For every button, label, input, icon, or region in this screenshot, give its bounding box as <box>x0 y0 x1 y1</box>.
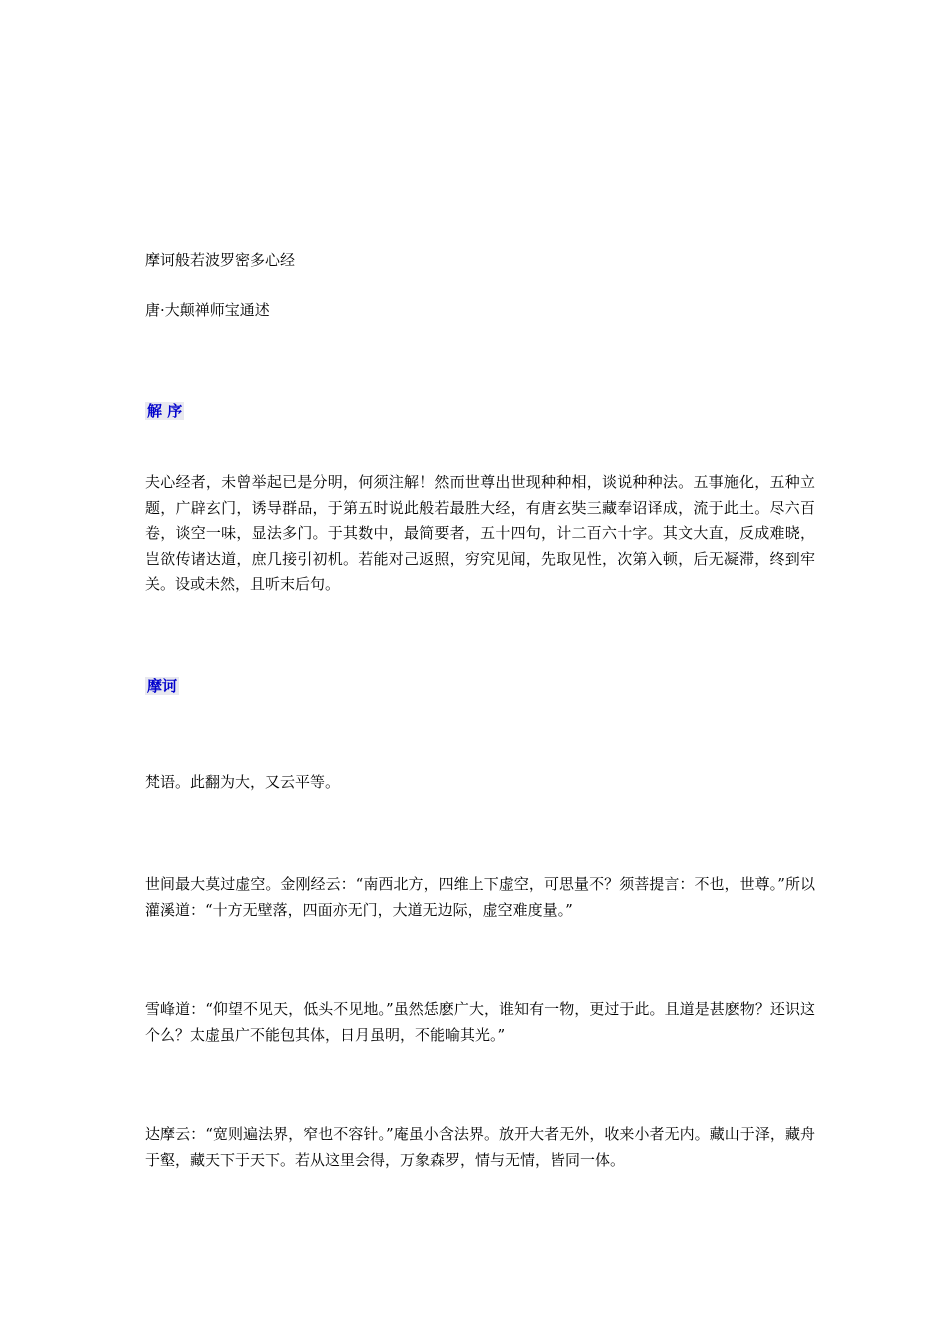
document-author: 唐·大颠禅师宝通述 <box>145 301 270 319</box>
section-heading-maha <box>145 676 179 696</box>
maha-paragraph-4: 达摩云：“宽则遍法界，窄也不容针。”庵虽小含法界。放开大者无外，收来小者无内。藏山于泽，藏舟于壑，藏天下于天下。若从这里会得，万象森罗，情与无情，皆同一体。 <box>145 1125 815 1169</box>
maha-paragraph-2: 世间最大莫过虚空。金刚经云：“南西北方，四维上下虚空，可思量不？须菩提言：不也，世尊。”所以灌溪道：“十方无壁落，四面亦无门，大道无边际，虚空难度量。” <box>145 875 815 919</box>
section-heading-label: 解 序 <box>147 402 183 420</box>
maha-paragraph-1: 梵语。此翻为大，又云平等。 <box>145 773 341 791</box>
maha-paragraph-3: 雪峰道：“仰望不见天，低头不见地。”虽然恁麽广大，谁知有一物，更过于此。且道是甚麽物？还识这个么？太虚虽广不能包其体，日月虽明，不能喻其光。” <box>145 1000 815 1044</box>
section-heading-label: 摩诃 <box>147 677 178 695</box>
document-title: 摩诃般若波罗密多心经 <box>145 251 296 269</box>
section-heading-preface <box>145 401 184 421</box>
preface-paragraph: 夫心经者，未曾举起已是分明，何须注解！然而世尊出世现种种相，谈说种种法。五事施化，五种立题，广辟玄门，诱导群品，于第五时说此般若最胜大经，有唐玄奘三藏奉诏译成，流于此土。尽六百卷，谈空一味，显法多门。于其数中，最简要者，五十四句，计二百六十字。其文大直，反成难晓，岂欲传诸达道，庶几接引初机。若能对己返照，穷究见闻，先取见性，次第入顿，后无凝滞，终到牢关。设或未然，且听末后句。 <box>145 473 815 594</box>
